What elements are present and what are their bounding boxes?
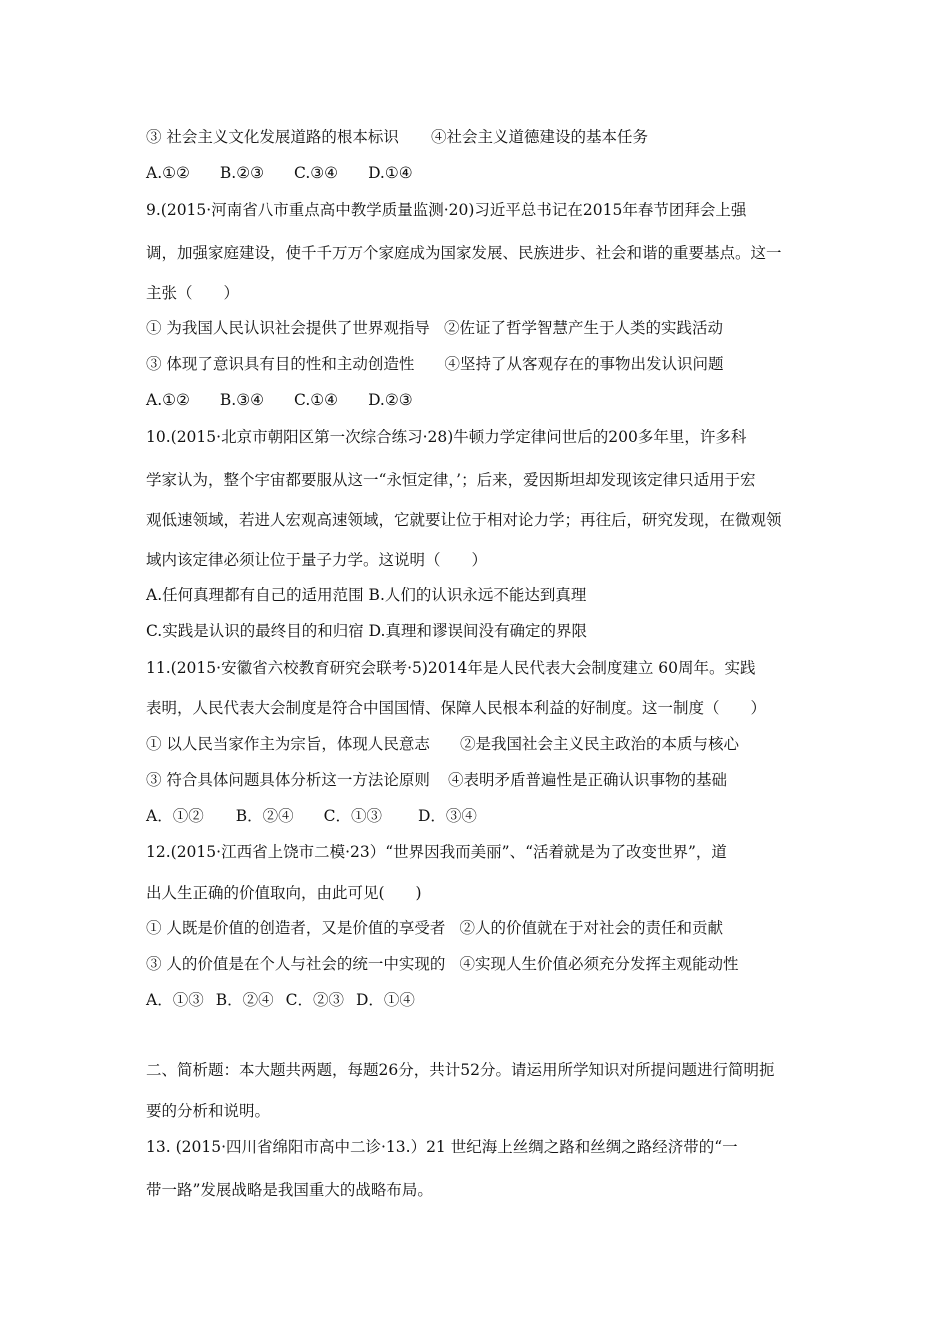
choice-b: B.②③	[219, 164, 265, 182]
answer-choices: A.任何真理都有自己的适用范围 B.人们的认识永远不能达到真理	[146, 586, 587, 604]
question-10-text: 域内该定律必须让位于量子力学。这说明（ ）	[146, 551, 488, 569]
question-10-text: 学家认为，整个宇宙都要服从这一“永恒定律，’；后来，爱因斯坦却发现该定律只适用于宏	[146, 471, 756, 489]
statement-2: ②人的价值就在于对社会的责任和贡献	[459, 919, 723, 937]
choice-a: A．①③	[146, 991, 204, 1009]
choice-d: D．③④	[417, 807, 477, 825]
answer-choices	[146, 806, 826, 826]
statement-4: ④社会主义道德建设的基本任务	[430, 128, 648, 146]
choice-c: C.①④	[294, 391, 339, 409]
option-row	[146, 318, 826, 338]
choice-c: C.③④	[294, 164, 339, 182]
choice-b: B.③④	[219, 391, 265, 409]
question-9-text: 主张（ ）	[146, 284, 240, 302]
choice-c: C．②③	[285, 991, 344, 1009]
statement-2: ②是我国社会主义民主政治的本质与核心	[459, 735, 739, 753]
choice-c: C．①③	[323, 807, 382, 825]
question-11-text: 表明，人民代表大会制度是符合中国国情、保障人民根本利益的好制度。这一制度（ ）	[146, 699, 767, 717]
section-heading: 要的分析和说明。	[146, 1102, 271, 1120]
question-12-text: 12.(2015·江西省上饶市二模·23）“世界因我而美丽”、“活着就是为了改变世界”，道	[146, 843, 727, 861]
choice-d: D.①④	[368, 164, 413, 182]
statement-3: ③ 社会主义文化发展道路的根本标识	[146, 128, 399, 146]
question-12-text: 出人生正确的价值取向，由此可见( )	[146, 884, 422, 902]
option-row	[146, 954, 826, 974]
option-row	[146, 770, 826, 790]
option-row	[146, 734, 826, 754]
statement-1: ① 为我国人民认识社会提供了世界观指导	[146, 319, 430, 337]
question-13-text: 13. (2015·四川省绵阳市高中二诊·13.）21 世纪海上丝绸之路和丝绸之路经济带的“一	[146, 1138, 738, 1156]
statement-1: ① 以人民当家作主为宗旨，体现人民意志	[146, 735, 430, 753]
question-13-text: 带一路”发展战略是我国重大的战略布局。	[146, 1181, 433, 1199]
answer-choices	[146, 990, 826, 1010]
question-11-text: 11.(2015·安徽省六校教育研究会联考·5)2014年是人民代表大会制度建立 60周年。实践	[146, 659, 756, 677]
question-10-text: 10.(2015·北京市朝阳区第一次综合练习·28)牛顿力学定律问世后的200多年里，许多科	[146, 428, 747, 446]
question-9-text: 9.(2015·河南省八市重点高中教学质量监测·20)习近平总书记在2015年春节团拜会上强	[146, 201, 747, 219]
section-heading: 二、简析题：本大题共两题，每题26分，共计52分。请运用所学知识对所提问题进行简明扼	[146, 1061, 775, 1079]
statement-3: ③ 人的价值是在个人与社会的统一中实现的	[146, 955, 446, 973]
option-row	[146, 918, 826, 938]
statement-4: ④坚持了从客观存在的事物出发认识问题	[444, 355, 724, 373]
statement-3: ③ 体现了意识具有目的性和主动创造性	[146, 355, 415, 373]
answer-choices	[146, 390, 826, 410]
choice-b: B．②④	[235, 807, 294, 825]
question-10-text: 观低速领域，若进人宏观高速领域，它就要让位于相对论力学；再往后，研究发现，在微观领	[146, 511, 782, 529]
statement-1: ① 人既是价值的创造者，又是价值的享受者	[146, 919, 446, 937]
question-9-text: 调，加强家庭建设，使千千万万个家庭成为国家发展、民族进步、社会和谐的重要基点。这一	[146, 244, 782, 262]
answer-choices: C.实践是认识的最终目的和归宿 D.真理和谬误间没有确定的界限	[146, 622, 587, 640]
option-row	[146, 127, 826, 147]
choice-a: A.①②	[146, 164, 190, 182]
statement-4: ④实现人生价值必须充分发挥主观能动性	[459, 955, 739, 973]
option-row	[146, 354, 826, 374]
choice-a: A．①②	[146, 807, 204, 825]
choice-b: B．②④	[215, 991, 274, 1009]
statement-3: ③ 符合具体问题具体分析这一方法论原则	[146, 771, 430, 789]
statement-4: ④表明矛盾普遍性是正确认识事物的基础	[447, 771, 727, 789]
choice-d: D.②③	[368, 391, 413, 409]
answer-choices	[146, 163, 826, 183]
choice-d: D．①④	[355, 991, 415, 1009]
statement-2: ②佐证了哲学智慧产生于人类的实践活动	[443, 319, 723, 337]
choice-a: A.①②	[146, 391, 190, 409]
